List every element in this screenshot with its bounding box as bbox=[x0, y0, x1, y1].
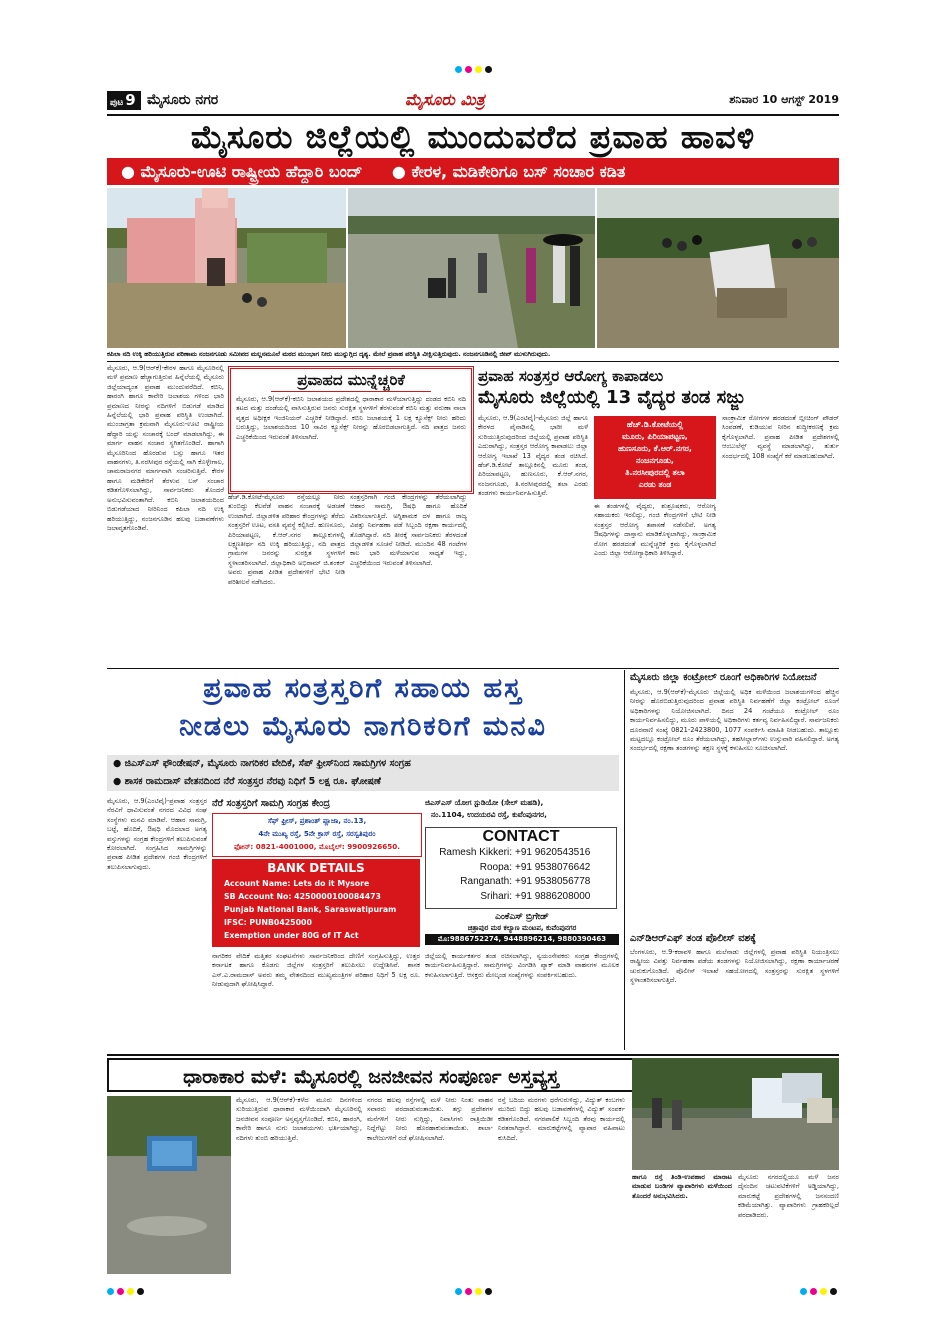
page-number-badge bbox=[107, 91, 141, 110]
contact-name: Roopa: bbox=[479, 861, 512, 873]
yoga-studio-address bbox=[425, 797, 619, 821]
health-body-3: ಸಾಂಕ್ರಾಮಿಕ ರೋಗಗಳ ಹರಡದಂತೆ ಬ್ಲೀಚಿಂಗ್ ಪೌಡರ್ ಸಿಂಪಡಣೆ, ಕುಡಿಯುವ ನೀರಿನ ಶುದ್ಧೀಕರಣಕ್ಕೆ ಕ್ರಮ ಕೈಗೊಳ್ಳಲಾಗಿದೆ. ಪ್ರವಾಹ ಪೀಡಿತ ಪ್ರದೇಶಗಳಲ್ಲಿ ಆಂಬುಲೆನ್ಸ್ ವ್ಯವಸ್ಥೆ ಮಾಡಲಾಗಿದ್ದು, ತುರ್ತು ಸಂದರ್ಭದಲ್ಲಿ 108 ಸಂಖ್ಯೆಗೆ ಕರೆ ಮಾಡಬಹುದಾಗಿದೆ. bbox=[722, 414, 839, 460]
appeal-headline bbox=[107, 670, 619, 746]
lead-photo-flooded-road bbox=[348, 188, 595, 348]
precaution-box bbox=[228, 366, 474, 494]
lead-photo-caption: ಕಪಿಲಾ ನದಿ ಉಕ್ಕಿ ಹರಿಯುತ್ತಿರುವ ಪರಿಣಾಮ ನಂಜನಗೂಡು ಸಮೀಪದ ಮಲ್ಲನಮೂಲೆ ಮಠದ ಮುಂಭಾಗ ನೀರು ಮುನ್ನುಗ್ಗಿದ ದೃಶ್ಯ. ಮೇಲೆ ಪ್ರವಾಹ ಪರಿಸ್ಥಿತಿ ವೀಕ್ಷಿಸುತ್ತಿರುವುದು. ನಂಜನಗೂಡಿನಲ್ಲಿ ಜೀಪ್ ಮುಳುಗಿರುವುದು. bbox=[107, 350, 551, 358]
appeal-bullet-1: ● ಜಿಎಸ್‌ಎಸ್ ಫೌಂಡೇಷನ್, ಮೈಸೂರು ನಾಗರಿಕರ ವೇದಿಕೆ, ಸೆಪ್ ಫ್ರೀಸ್‌ನಿಂದ ಸಾಮಗ್ರಿಗಳ ಸಂಗ್ರಹ bbox=[113, 758, 411, 769]
health-box-line5: ತಿ.ನರಸೀಪುರದಲ್ಲಿ ತಲಾ bbox=[625, 468, 685, 477]
contact-box bbox=[425, 827, 617, 909]
bank-exemption: Exemption under 80G of IT Act bbox=[224, 931, 359, 940]
brigade-address: ಚಿತ್ರಾಪುರ ಮಠ ಕಲ್ಯಾಣ ಮಂಟಪ, ಕುವೆಂಪುನಗರ bbox=[467, 924, 577, 932]
appeal-body-right: ಜಿಲ್ಲೆಯಲ್ಲಿ ಕಾರ್ಯಕರ್ತರ ತಂಡ ರಚಿಸಲಾಗಿದ್ದು, ಸ್ವಯಂಸೇವಕರು ಸಂಗ್ರಹ ಕೇಂದ್ರಗಳಲ್ಲಿ ಕಾರ್ಯನಿರ್ವಹಿಸುತ್ತಿದ್ದಾರೆ. ಸಾಮಗ್ರಿಗಳನ್ನು ವಿಂಗಡಿಸಿ ಪ್ಯಾಕ್ ಮಾಡಿ ವಾಹನಗಳ ಮೂಲಕ ಕಳುಹಿಸಲಾಗುತ್ತಿದೆ. ಆಸಕ್ತರು ಮೇಲ್ಕಂಡ ಸಂಖ್ಯೆಗಳನ್ನು ಸಂಪರ್ಕಿಸಬಹುದು. bbox=[425, 952, 619, 979]
health-box-line4: ನಂಜನಗೂಡು, bbox=[636, 456, 674, 465]
contact-row bbox=[426, 875, 616, 890]
rain-photo-right bbox=[632, 1058, 839, 1170]
collection-center-line2: 4ನೇ ಮುಖ್ಯ ರಸ್ತೆ, 5ನೇ ಕ್ರಾಸ್ ರಸ್ತೆ, ಸರಸ್ವತಿಪುರಂ bbox=[258, 829, 376, 838]
lead-sub1: ● ಮೈಸೂರು-ಊಟಿ ರಾಷ್ಟ್ರೀಯ ಹೆದ್ದಾರಿ ಬಂದ್ bbox=[121, 162, 363, 181]
health-box-line2: ಮೂರು, ಪಿರಿಯಾಪಟ್ಟಣ, bbox=[622, 432, 688, 441]
lead-photo-temple bbox=[107, 188, 346, 348]
issue-date: ಶನಿವಾರ 10 ಆಗಸ್ಟ್ 2019 bbox=[729, 93, 839, 106]
collection-center-title: ನೆರೆ ಸಂತ್ರಸ್ತರಿಗೆ ಸಾಮಗ್ರಿ ಸಂಗ್ರಹ ಕೇಂದ್ರ bbox=[212, 798, 330, 809]
health-box-line1: ಹೆಚ್.ಡಿ.ಕೋಟೆಯಲ್ಲಿ bbox=[626, 420, 684, 429]
section-title: ಮೈಸೂರು ನಗರ bbox=[147, 92, 219, 108]
contact-name: Ranganath: bbox=[460, 876, 512, 887]
brigade-phone: ಮೊ:9886752274, 9448896214, 9880390463 bbox=[425, 934, 619, 945]
lower-rule bbox=[107, 1054, 839, 1056]
bank-ifsc: IFSC: PUNB0425000 bbox=[224, 918, 312, 927]
contact-name: Ramesh Kikkeri: bbox=[439, 847, 512, 858]
rain-headline: ಧಾರಾಕಾರ ಮಳೆ: ಮೈಸೂರಲ್ಲಿ ಜನಜೀವನ ಸಂಪೂರ್ಣ ಅಸ್ತವ್ಯಸ್ತ bbox=[107, 1058, 635, 1092]
officers-divider bbox=[624, 670, 625, 1050]
appeal-headline-line2: ನೀಡಲು ಮೈಸೂರು ನಾಗರಿಕರಿಗೆ ಮನವಿ bbox=[179, 711, 547, 742]
officers-title: ಮೈಸೂರು ಜಿಲ್ಲಾ ಕಂಟ್ರೋಲ್ ರೂಂಗೆ ಅಧಿಕಾರಿಗಳ ನಿಯೋಜನೆ bbox=[630, 672, 817, 683]
page-number: 9 bbox=[125, 91, 136, 109]
ndrf-title: ಎನ್‌ಡಿಆರ್‌ಎಫ್ ತಂಡ ಪೊಲೀಸ್ ವಶಕ್ಕೆ bbox=[630, 933, 756, 944]
registration-marks-bottom-right bbox=[800, 1280, 840, 1299]
appeal-bullets-bar bbox=[107, 755, 619, 791]
rain-photo-left bbox=[107, 1096, 231, 1274]
contact-phone: +91 9620543516 bbox=[515, 847, 591, 858]
contact-phone: +91 9538076642 bbox=[515, 861, 591, 873]
appeal-headline-line1: ಪ್ರವಾಹ ಸಂತ್ರಸ್ತರಿಗೆ ಸಹಾಯ ಹಸ್ತ bbox=[203, 673, 523, 704]
registration-marks-bottom-mid bbox=[455, 1280, 495, 1299]
health-headline-line1: ಪ್ರವಾಹ ಸಂತ್ರಸ್ತರ ಆರೋಗ್ಯ ಕಾಪಾಡಲು bbox=[478, 367, 664, 385]
registration-marks-bottom-left bbox=[107, 1280, 147, 1299]
contact-row bbox=[426, 890, 616, 905]
collection-center-line1: ಸೆಫ್ ಫ್ರೀಸ್, ಪ್ರಶಾಂತ್ ಪ್ಲಾಜಾ, ನಂ.13, bbox=[267, 816, 367, 825]
yoga-line1: ಜಿಎಸ್‌ಎಸ್ ಯೋಗ ಸ್ಟುಡಿಯೋ (ಸೇಲ್ ಮಹಡಿ), bbox=[425, 798, 544, 807]
yoga-line2: ನಂ.1104, ಉದಯರವಿ ರಸ್ತೆ, ಕುವೆಂಪುನಗರ, bbox=[431, 810, 547, 819]
officers-body: ಮೈಸೂರು, ಆ.9(ಆರ್‌ಕೆ)-ಮೈಸೂರು ಜಿಲ್ಲೆಯಲ್ಲಿ ಅಧಿಕ ಮಳೆಯಿಂದ ಜಲಾಶಯಗಳಿಂದ ಹೆಚ್ಚಿನ ನೀರನ್ನು ಹೊರಬಿಡುತ್ತಿರುವುದರಿಂದ ಪ್ರವಾಹ ಪರಿಸ್ಥಿತಿ ನಿರ್ವಹಣೆಗೆ ಜಿಲ್ಲಾ ಕಂಟ್ರೋಲ್ ರೂಂಗೆ ಅಧಿಕಾರಿಗಳನ್ನು ನಿಯೋಜಿಸಲಾಗಿದೆ. ದಿನದ 24 ಗಂಟೆಯೂ ಕಂಟ್ರೋಲ್ ರೂಂ ಕಾರ್ಯನಿರ್ವಹಿಸಲಿದ್ದು, ಮೂರು ಪಾಳಿಯಲ್ಲಿ ಅಧಿಕಾರಿಗಳು ಕರ್ತವ್ಯ ನಿರ್ವಹಿಸಲಿದ್ದಾರೆ. ಸಾರ್ವಜನಿಕರು ದೂರವಾಣಿ ಸಂಖ್ಯೆ 0821-2423800, 1077 ಸಂಪರ್ಕಿಸಿ ಮಾಹಿತಿ ನೀಡಬಹುದು. ತಾಲ್ಲೂಕು ಮಟ್ಟದಲ್ಲೂ ಕಂಟ್ರೋಲ್ ರೂಂ ತೆರೆಯಲಾಗಿದ್ದು, ತಹಸೀಲ್ದಾರ್‌ಗಳು ಉಸ್ತುವಾರಿ ವಹಿಸಲಿದ್ದಾರೆ. ಅಗತ್ಯ ಸಂದರ್ಭದಲ್ಲಿ ರಕ್ಷಣಾ ತಂಡಗಳನ್ನು ತಕ್ಷಣ ಸ್ಥಳಕ್ಕೆ ಕಳುಹಿಸಲು ಸೂಚಿಸಲಾಗಿದೆ. bbox=[630, 688, 839, 753]
lead-caption-rule bbox=[107, 361, 839, 362]
appeal-body-mid: ನಾಗರಿಕರ ವೇದಿಕೆ ಮತ್ತಿತರ ಸಂಘಟನೆಗಳು ಸಾರ್ವಜನಿಕರಿಂದ ದೇಣಿಗೆ ಸಂಗ್ರಹಿಸುತ್ತಿದ್ದು, ಉತ್ತರ ಕರ್ನಾಟಕ ಹಾಗೂ ಕೊಡಗು ಜಿಲ್ಲೆಗಳ ಸಂತ್ರಸ್ತರಿಗೆ ತಲುಪಿಸಲು ಉದ್ದೇಶಿಸಿವೆ. ಶಾಸಕ ಎಸ್.ಎ.ರಾಮದಾಸ್ ಅವರು ತಮ್ಮ ವೇತನದಿಂದ ಮುಖ್ಯಮಂತ್ರಿಗಳ ಪರಿಹಾರ ನಿಧಿಗೆ 5 ಲಕ್ಷ ರೂ. ನೀಡುವುದಾಗಿ ಘೋಷಿಸಿದ್ದಾರೆ. bbox=[212, 952, 420, 989]
contact-row bbox=[426, 846, 616, 861]
appeal-bullet-2: ● ಶಾಸಕ ರಾಮದಾಸ್ ವೇತನದಿಂದ ನೆರೆ ಸಂತ್ರಸ್ತರ ನೆರವು ನಿಧಿಗೆ 5 ಲಕ್ಷ ರೂ. ಘೋಷಣೆ bbox=[113, 776, 381, 787]
mid-rule bbox=[107, 668, 839, 669]
masthead-logo: ಮೈಸೂರು ಮಿತ್ರ bbox=[405, 90, 485, 109]
lead-sub2: ● ಕೇರಳ, ಮಡಿಕೇರಿಗೂ ಬಸ್ ಸಂಚಾರ ಕಡಿತ bbox=[391, 162, 626, 181]
collection-center-line3: ಫೋನ್: 0821-4001000, ಮೊಬೈಲ್: 9900926650. bbox=[233, 842, 401, 851]
collection-center-box bbox=[212, 813, 422, 857]
rain-right-text: ಮೈಸೂರು ನಗರದಲ್ಲಿಯೂ ಮಳೆ ಜನರ ದೈನಂದಿನ ಚಟುವಟಿಕೆಗಳಿಗೆ ಅಡ್ಡಿಯಾಗಿದ್ದು, ಮಾರುಕಟ್ಟೆ ಪ್ರದೇಶಗಳಲ್ಲಿ ಜನಸಂದಣಿ ಕಡಿಮೆಯಾಗಿತ್ತು. ವ್ಯಾಪಾರಿಗಳು ಗ್ರಾಹಕರಿಲ್ಲದೆ ಪರದಾಡಿದರು. bbox=[738, 1173, 839, 1219]
rain-body-1: ಮೈಸೂರು, ಆ.9(ಆರ್‌ಕೆ)-ಕಳೆದ ಮೂರು ದಿನಗಳಿಂದ ಸುರಿಯುತ್ತಿರುವ ಧಾರಾಕಾರ ಮಳೆಯಿಂದಾಗಿ ಮೈಸೂರಿನಲ್ಲಿ ಜನಜೀವನ ಸಂಪೂರ್ಣ ಅಸ್ತವ್ಯಸ್ತಗೊಂಡಿದೆ. ಕಬಿನಿ, ಹಾರಂಗಿ, ಕಾವೇರಿ ಹಾಗೂ ನುಗು ಜಲಾಶಯಗಳು ಭರ್ತಿಯಾಗಿದ್ದು, ನದಿಗಳು ತುಂಬಿ ಹರಿಯುತ್ತಿವೆ. bbox=[236, 1096, 362, 1142]
rain-body-2: ನಗರದ ಹಲವು ರಸ್ತೆಗಳಲ್ಲಿ ಮಳೆ ನೀರು ನಿಂತು ವಾಹನ ಸವಾರರು ಪರದಾಡುವಂತಾಯಿತು. ತಗ್ಗು ಪ್ರದೇಶಗಳ ಮನೆಗಳಿಗೆ ನೀರು ನುಗ್ಗಿದ್ದು, ನಿವಾಸಿಗಳು ರಾತ್ರಿಯಿಡೀ ನಿದ್ದೆಗೆಟ್ಟು ನೀರು ಹೊರಹಾಕುವಂತಾಯಿತು. ಶಾಲಾ-ಕಾಲೇಜುಗಳಿಗೆ ರಜೆ ಘೋಷಿಸಲಾಗಿದೆ. bbox=[367, 1096, 493, 1142]
bank-account-number: SB Account No: 4250000100084473 bbox=[224, 892, 381, 901]
bank-name: Punjab National Bank, Saraswatipuram bbox=[224, 905, 397, 914]
bank-details-box bbox=[212, 859, 420, 947]
page-header bbox=[107, 89, 839, 113]
page-label: ಪುಟ bbox=[110, 98, 124, 108]
precaution-body: ಮೈಸೂರು, ಆ.9(ಆರ್‌ಕೆ)-ಕಬಿನಿ ಜಲಾಶಯದ ಪ್ರದೇಶದಲ್ಲಿ ಧಾರಾಕಾರ ಮಳೆಯಾಗುತ್ತಿದ್ದು ದಂಡದ ಕಬಿನಿ ನದಿ ತಟದ ಮತ್ತು ದಂಡೆಯಲ್ಲಿ ವಾಸಿಸುತ್ತಿರುವ ಜನರು ಸುರಕ್ಷಿತ ಸ್ಥಳಗಳಿಗೆ ತೆರಳುವಂತೆ ಕಬಿನಿ ಮತ್ತು ವರುಣಾ ನಾಲಾ ವೃತ್ತದ ಅಧೀಕ್ಷಕ ಇಂಜಿನಿಯರ್ ಎಚ್ಚರಿಕೆ ನೀಡಿದ್ದಾರೆ. ಕಬಿನಿ ಜಲಾಶಯಕ್ಕೆ 1 ಲಕ್ಷ ಕ್ಯೂಸೆಕ್ಸ್ ನೀರು ಹರಿದು ಬರುತ್ತಿದ್ದು, ಜಲಾಶಯದಿಂದ 10 ಸಾವಿರ ಕ್ಯೂಸೆಕ್ಸ್ ನೀರನ್ನು ಹೊರಬಿಡಲಾಗುತ್ತಿದೆ. ನದಿ ಪಾತ್ರದ ಜನರು ಎಚ್ಚರಿಕೆಯಿಂದ ಇರುವಂತೆ ತಿಳಿಸಲಾಗಿದೆ. bbox=[236, 395, 466, 441]
ndrf-body: ಬೆಂಗಳೂರು, ಆ.9-ಕರಾವಳಿ ಹಾಗೂ ಮಲೆನಾಡು ಜಿಲ್ಲೆಗಳಲ್ಲಿ ಪ್ರವಾಹ ಪರಿಸ್ಥಿತಿ ನಿಯಂತ್ರಿಸಲು ರಾಷ್ಟ್ರೀಯ ವಿಪತ್ತು ನಿರ್ವಹಣಾ ಪಡೆಯ ತಂಡಗಳನ್ನು ನಿಯೋಜಿಸಲಾಗಿದ್ದು, ರಕ್ಷಣಾ ಕಾರ್ಯಾಚರಣೆ ಚುರುಕುಗೊಂಡಿದೆ. ಪೊಲೀಸ್ ಇಲಾಖೆ ಸಹಯೋಗದಲ್ಲಿ ಸಂತ್ರಸ್ತರನ್ನು ಸುರಕ್ಷಿತ ಸ್ಥಳಗಳಿಗೆ ಸ್ಥಳಾಂತರಿಸಲಾಗುತ್ತಿದೆ. bbox=[630, 948, 839, 985]
precaution-title: ಪ್ರವಾಹದ ಮುನ್ನೆಚ್ಚರಿಕೆ bbox=[271, 369, 431, 392]
health-body-1: ಮೈಸೂರು, ಆ.9(ಎಂಟಿವೈ)-ಮೈಸೂರು ಜಿಲ್ಲೆ ಹಾಗೂ ಕೇರಳದ ವೈನಾಡಿನಲ್ಲಿ ಭಾರೀ ಮಳೆ ಸುರಿಯುತ್ತಿರುವುದರಿಂದ ಜಿಲ್ಲೆಯಲ್ಲಿ ಪ್ರವಾಹ ಪರಿಸ್ಥಿತಿ ಎದುರಾಗಿದ್ದು, ಸಂತ್ರಸ್ತರ ಆರೋಗ್ಯ ಕಾಪಾಡಲು ಜಿಲ್ಲಾ ಆರೋಗ್ಯ ಇಲಾಖೆ 13 ವೈದ್ಯರ ತಂಡ ರಚಿಸಿದೆ. ಹೆಚ್.ಡಿ.ಕೋಟೆ ತಾಲ್ಲೂಕಿನಲ್ಲಿ ಮೂರು ತಂಡ, ಪಿರಿಯಾಪಟ್ಟಣ, ಹುಣಸೂರು, ಕೆ.ಆರ್.ನಗರ, ನಂಜನಗೂಡು, ತಿ.ನರಸೀಪುರದಲ್ಲಿ ತಲಾ ಎರಡು ತಂಡಗಳು ಕಾರ್ಯನಿರ್ವಹಿಸುತ್ತಿವೆ. bbox=[478, 414, 588, 498]
rain-body-3: ರಸ್ತೆ ಬದಿಯ ಮರಗಳು ಧರೆಗುರುಳಿದ್ದು, ವಿದ್ಯುತ್ ಕಂಬಗಳು ಮುರಿದು ಬಿದ್ದು ಹಲವು ಬಡಾವಣೆಗಳಲ್ಲಿ ವಿದ್ಯುತ್ ಸಂಪರ್ಕ ಕಡಿತಗೊಂಡಿದೆ. ನಗರಪಾಲಿಕೆ ಸಿಬ್ಬಂದಿ ತೆರವು ಕಾರ್ಯದಲ್ಲಿ ನಿರತರಾಗಿದ್ದಾರೆ. ಮಾರುಕಟ್ಟೆಗಳಲ್ಲಿ ವ್ಯಾಪಾರ ವಹಿವಾಟು ಕುಸಿದಿದೆ. bbox=[498, 1096, 625, 1142]
lead-photo-submerged-jeep bbox=[597, 188, 839, 348]
registration-marks-top bbox=[455, 58, 495, 77]
bank-account-name: Account Name: Lets do it Mysore bbox=[224, 879, 370, 888]
lead-headline: ಮೈಸೂರು ಜಿಲ್ಲೆಯಲ್ಲಿ ಮುಂದುವರೆದ ಪ್ರವಾಹ ಹಾವಳಿ bbox=[190, 118, 756, 156]
health-box-line6: ಎರಡು ತಂಡ bbox=[638, 480, 672, 489]
contact-phone: +91 9886208000 bbox=[515, 890, 591, 902]
contact-row bbox=[426, 861, 616, 876]
health-headline bbox=[478, 366, 839, 410]
brigade-title: ಎಂಕೆಎಸ್ ಬ್ರಿಗೇಡ್ bbox=[495, 912, 549, 922]
health-teams-box bbox=[594, 416, 716, 499]
contact-name: Srihari: bbox=[480, 890, 512, 902]
contact-list bbox=[426, 846, 616, 904]
brigade-box bbox=[425, 912, 619, 948]
rain-photo-caption: ಹಾಗೂ ರಸ್ತೆ ತಿಂಡಿ-ಉಪಹಾರ ಮಾರಾಟ ಮಾಡುವ ಬಂಡಿಗಳ ವ್ಯಾಪಾರಿಗಳು ಮಳೆಯಿಂದ ತೊಂದರೆ ಅನುಭವಿಸಿದರು. bbox=[632, 1173, 732, 1200]
health-headline-line2: ಮೈಸೂರು ಜಿಲ್ಲೆಯಲ್ಲಿ 13 ವೈದ್ಯರ ತಂಡ ಸಜ್ಜು bbox=[478, 387, 746, 408]
health-body-2: ಈ ತಂಡಗಳಲ್ಲಿ ವೈದ್ಯರು, ಶುಶ್ರೂಷಕರು, ಆರೋಗ್ಯ ಸಹಾಯಕರು ಇರಲಿದ್ದು, ಗಂಜಿ ಕೇಂದ್ರಗಳಿಗೆ ಭೇಟಿ ನೀಡಿ ಸಂತ್ರಸ್ತರ ಆರೋಗ್ಯ ತಪಾಸಣೆ ನಡೆಸಲಿವೆ. ಅಗತ್ಯ ಔಷಧಿಗಳನ್ನು ದಾಸ್ತಾನು ಮಾಡಿಕೊಳ್ಳಲಾಗಿದ್ದು, ಸಾಂಕ್ರಾಮಿಕ ರೋಗ ಹರಡದಂತೆ ಮುನ್ನೆಚ್ಚರಿಕೆ ಕ್ರಮ ಕೈಗೊಳ್ಳಲಾಗಿದೆ ಎಂದು ಜಿಲ್ಲಾ ಆರೋಗ್ಯಾಧಿಕಾರಿ ತಿಳಿಸಿದ್ದಾರೆ. bbox=[594, 502, 716, 558]
health-box-line3: ಹುಣಸೂರು, ಕೆ.ಆರ್.ನಗರ, bbox=[618, 444, 692, 453]
contact-phone: +91 9538056778 bbox=[515, 876, 591, 887]
bank-details-title: BANK DETAILS bbox=[267, 861, 365, 875]
contact-title: CONTACT bbox=[482, 828, 560, 845]
lead-subheadline-bar bbox=[107, 158, 839, 185]
lead-body-right: ಸಂತ್ರಸ್ತರಿಗಾಗಿ ಗಂಜಿ ಕೇಂದ್ರಗಳನ್ನು ತೆರೆಯಲಾಗಿದ್ದು ಆಹಾರ ಸಾಮಗ್ರಿ, ಔಷಧಿ ಹಾಗೂ ಹೊದಿಕೆ ವಿತರಿಸಲಾಗುತ್ತಿದೆ. ಅಗ್ನಿಶಾಮಕ ದಳ ಹಾಗೂ ರಾಜ್ಯ ವಿಪತ್ತು ನಿರ್ವಹಣಾ ಪಡೆ ಸಿಬ್ಬಂದಿ ರಕ್ಷಣಾ ಕಾರ್ಯದಲ್ಲಿ ತೊಡಗಿದ್ದಾರೆ. ನದಿ ತೀರಕ್ಕೆ ಸಾರ್ವಜನಿಕರು ತೆರಳದಂತೆ ಜಿಲ್ಲಾಡಳಿತ ಸೂಚನೆ ನೀಡಿದೆ. ಮುಂದಿನ 48 ಗಂಟೆಗಳ ಕಾಲ ಭಾರಿ ಮಳೆಯಾಗುವ ಸಾಧ್ಯತೆ ಇದ್ದು, ಎಚ್ಚರಿಕೆಯಿಂದ ಇರುವಂತೆ ತಿಳಿಸಲಾಗಿದೆ. bbox=[350, 493, 467, 567]
lead-body-mid: ಹೆಚ್.ಡಿ.ಕೋಟೆ-ಮೈಸೂರು ರಸ್ತೆಯಲ್ಲೂ ನೀರು ತುಂಬಿದ್ದು ಕೆಲವೆಡೆ ವಾಹನ ಸಂಚಾರಕ್ಕೆ ಅಡಚಣೆ ಉಂಟಾಗಿದೆ. ಜಿಲ್ಲಾಡಳಿತ ಪರಿಹಾರ ಕೇಂದ್ರಗಳನ್ನು ತೆರೆದು ಸಂತ್ರಸ್ತರಿಗೆ ಊಟ, ವಸತಿ ವ್ಯವಸ್ಥೆ ಕಲ್ಪಿಸಿದೆ. ಹುಣಸೂರು, ಪಿರಿಯಾಪಟ್ಟಣ, ಕೆ.ಆರ್.ನಗರ ತಾಲ್ಲೂಕುಗಳಲ್ಲಿ ಲಕ್ಷ್ಮಣತೀರ್ಥ ನದಿ ಉಕ್ಕಿ ಹರಿಯುತ್ತಿದ್ದು, ನದಿ ಪಾತ್ರದ ಗ್ರಾಮಗಳ ಜನರನ್ನು ಸುರಕ್ಷಿತ ಸ್ಥಳಗಳಿಗೆ ಸ್ಥಳಾಂತರಿಸಲಾಗಿದೆ. ಜಿಲ್ಲಾಧಿಕಾರಿ ಅಭಿರಾಮ್ ಜಿ.ಶಂಕರ್ ಅವರು ಪ್ರವಾಹ ಪೀಡಿತ ಪ್ರದೇಶಗಳಿಗೆ ಭೇಟಿ ನೀಡಿ ಪರಿಶೀಲನೆ ನಡೆಸಿದರು. bbox=[228, 493, 345, 586]
appeal-body-left: ಮೈಸೂರು, ಆ.9(ಎಂಟಿವೈ)-ಪ್ರವಾಹ ಸಂತ್ರಸ್ತರ ನೆರವಿಗೆ ಧಾವಿಸುವಂತೆ ನಗರದ ವಿವಿಧ ಸಂಘ ಸಂಸ್ಥೆಗಳು ಮನವಿ ಮಾಡಿವೆ. ಆಹಾರ ಸಾಮಗ್ರಿ, ಬಟ್ಟೆ, ಹೊದಿಕೆ, ಔಷಧಿ ಮೊದಲಾದ ಅಗತ್ಯ ವಸ್ತುಗಳನ್ನು ಸಂಗ್ರಹ ಕೇಂದ್ರಗಳಿಗೆ ತಲುಪಿಸುವಂತೆ ಕೋರಲಾಗಿದೆ. ಸಂಗ್ರಹಿಸಿದ ಸಾಮಗ್ರಿಗಳನ್ನು ಪ್ರವಾಹ ಪೀಡಿತ ಪ್ರದೇಶಗಳ ಗಂಜಿ ಕೇಂದ್ರಗಳಿಗೆ ತಲುಪಿಸಲಾಗುವುದು. bbox=[107, 797, 207, 871]
lead-body-left: ಮೈಸೂರು, ಆ.9(ಆರ್‌ಕೆ)-ಕೇರಳ ಹಾಗೂ ಮೈಸೂರಿನಲ್ಲಿ ಮಳೆ ಪ್ರಮಾಣ ಹೆಚ್ಚಾಗುತ್ತಿರುವ ಹಿನ್ನೆಲೆಯಲ್ಲಿ ಮೈಸೂರು ಜಿಲ್ಲೆಯಾದ್ಯಂತ ಪ್ರವಾಹ ಮುಂದುವರೆದಿದೆ. ಕಬಿನಿ, ಹಾರಂಗಿ ಹಾಗೂ ಕಾವೇರಿ ಜಲಾಶಯ ಗಳಿಂದ ಭಾರಿ ಪ್ರಮಾಣದ ನೀರನ್ನು ನದಿಗಳಿಗೆ ಬಿಡುಗಡೆ ಮಾಡಿದ ಹಿನ್ನೆಲೆಯಲ್ಲಿ ಭಾರಿ ಪ್ರವಾಹ ಪರಿಸ್ಥಿತಿ ಉಂಟಾಗಿದೆ. ಮುಂಜಾಗ್ರತಾ ಕ್ರಮವಾಗಿ ಮೈಸೂರು-ಊಟಿ ರಾಷ್ಟ್ರೀಯ ಹೆದ್ದಾರಿ ಯನ್ನು ಸಂಚಾರಕ್ಕೆ ಬಂದ್ ಮಾಡಲಾಗಿದ್ದು, ಈ ಮಾರ್ಗ ವಾಹನ ಸಂಚಾರ ಸ್ಥಗಿತಗೊಂಡಿದೆ. ಹಾಗಾಗಿ ಮೈಸೂರಿನಿಂದ ಹೊರಡುವ ಬಸ್ಸು ಹಾಗೂ ಇತರ ವಾಹನಗಳು, ತಿ.ನರಸೀಪುರ ರಸ್ತೆಯಲ್ಲಿ ಸಾಗಿ ಕೊಳ್ಳೇಗಾಲ, ಚಾಮರಾಜನಗರ ಮಾರ್ಗವಾಗಿ ಸಂಚರಿಸುತ್ತಿವೆ. ಕೇರಳ ಹಾಗೂ ಮಡಿಕೇರಿಗೆ ತೆರಳುವ ಬಸ್ ಸಂಚಾರ ಕಡಿತಗೊಳಿಸಲಾಗಿದ್ದು, ಸಾರ್ವಜನಿಕರು ತೊಂದರೆ ಅನುಭವಿಸುವಂತಾಗಿದೆ. ಕಬಿನಿ ಜಲಾಶಯದಿಂದ ಬಿಡುಗಡೆಯಾದ ನೀರಿನಿಂದ ಕಪಿಲಾ ನದಿ ಉಕ್ಕಿ ಹರಿಯುತ್ತಿದ್ದು, ನಂಜನಗೂಡಿನ ಹಲವು ಬಡಾವಣೆಗಳು ಜಲಾವೃತಗೊಂಡಿವೆ. bbox=[107, 364, 224, 532]
